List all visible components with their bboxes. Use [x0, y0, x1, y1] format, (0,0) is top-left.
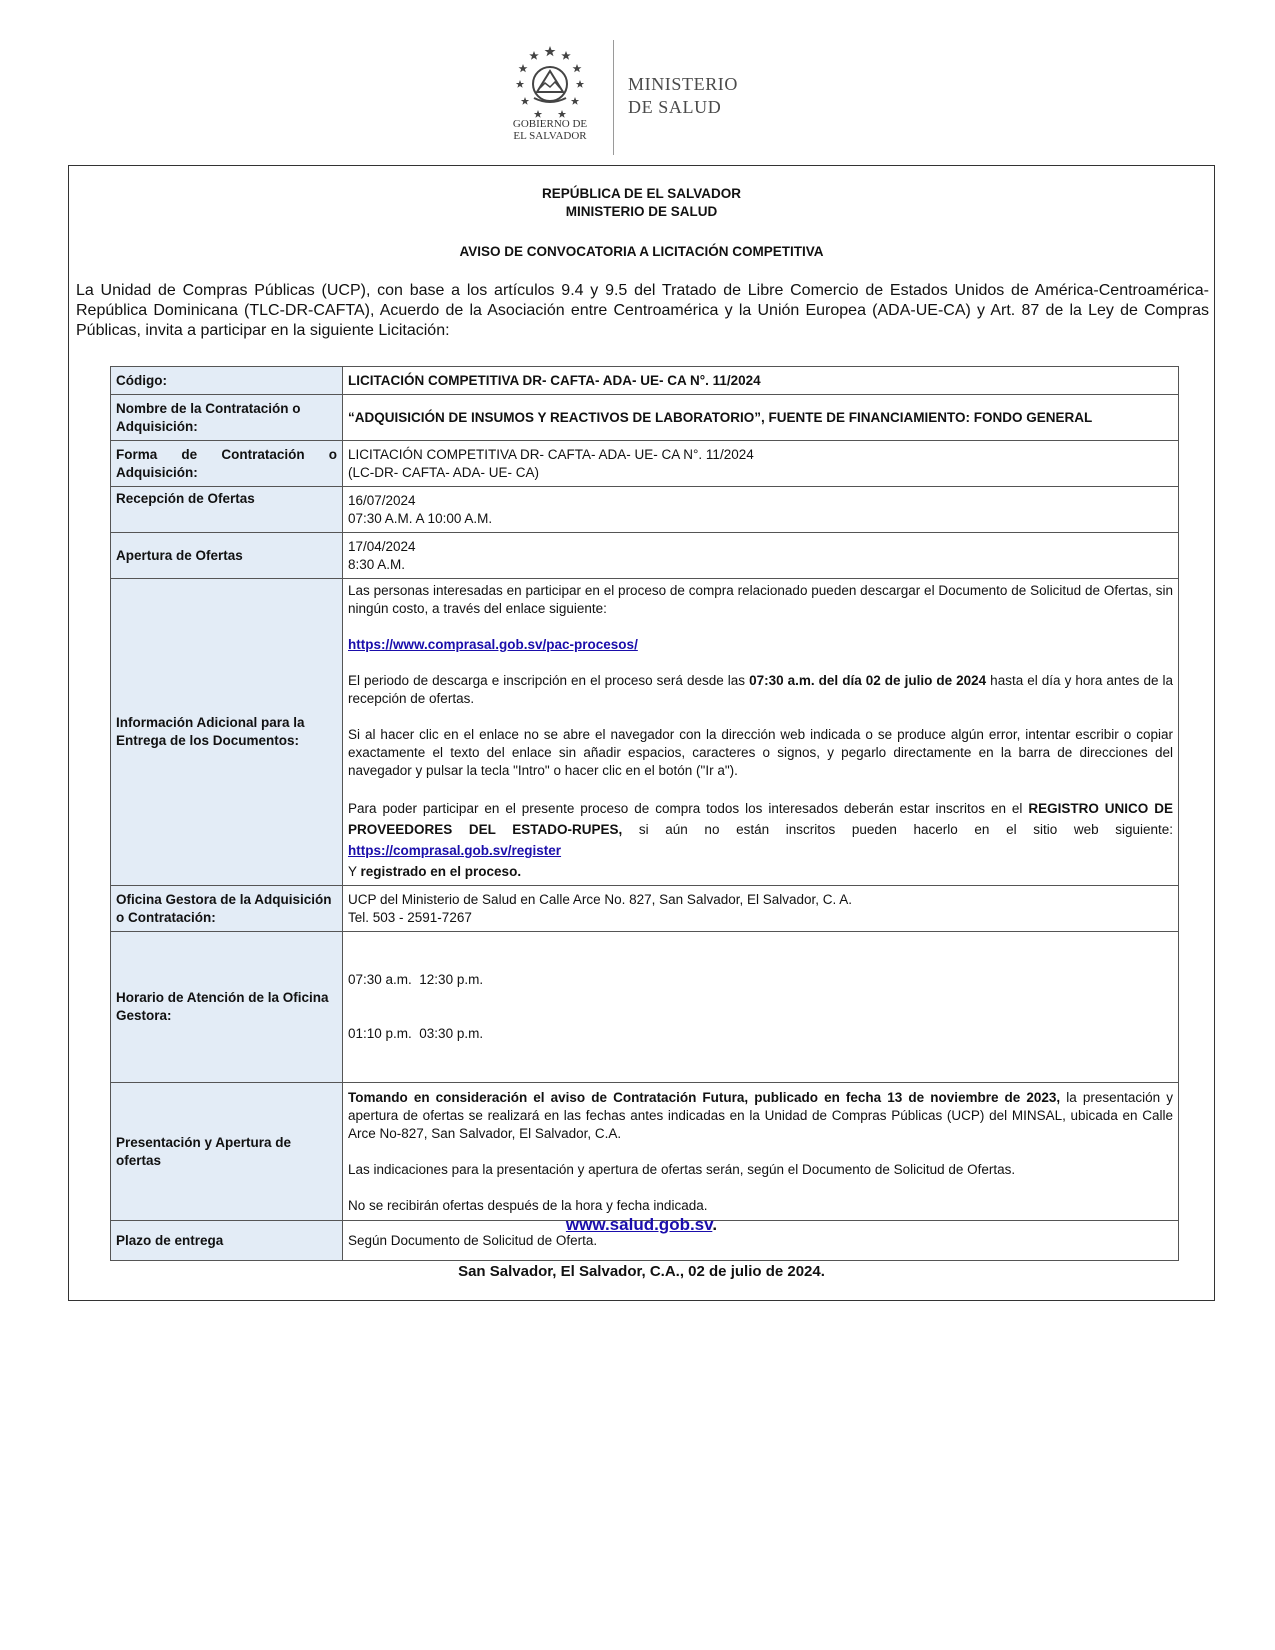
ministry-line1: MINISTERIO	[628, 74, 738, 94]
table-row	[111, 441, 1179, 487]
horario-morning: 07:30 a.m. 12:30 p.m.	[348, 972, 484, 987]
presentacion-p1-text: la presentación y apertura de ofertas se realizará en las fechas antes indicadas en la Unidad de Compras Públicas (UCP) del MINSAL, ubicada en Calle Arce No-827, San Salvador, El Salvador, C.A.	[348, 1089, 1174, 1141]
presentacion-paragraph-2: Las indicaciones para la presentación y apertura de ofertas serán, según el Documento de Solicitud de Ofertas.	[348, 1161, 1016, 1177]
info-p5-text-a: Para poder participar en el presente proceso de compra todos los interesados deberán estar inscritos en el	[348, 801, 1029, 816]
info-p5-registered: registrado en el proceso.	[360, 864, 522, 879]
intro-paragraph: La Unidad de Compras Públicas (UCP), con base a los artículos 9.4 y 9.5 del Tratado de Libre Comercio de Estados Unidos de América-Centroamérica-República Dominicana (TLC-DR-CAFTA), Acuerdo de la Asociación entre Centroamérica y la Unión Europea (ADA-UE-CA) y Art. 87 de la Ley de Compras Públicas, invita a participar en la siguiente Licitación:	[76, 282, 1209, 339]
website-footer	[69, 1215, 1214, 1235]
apertura-date: 17/04/2024	[348, 538, 416, 554]
pac-procesos-link[interactable]: https://www.comprasal.gob.sv/pac-procesos/	[348, 637, 638, 652]
apertura-time: 8:30 A.M.	[348, 556, 406, 572]
country-title: REPÚBLICA DE EL SALVADOR	[541, 186, 741, 201]
plazo-label: Plazo de entrega	[111, 1221, 343, 1261]
info-p3-date: 07:30 a.m. del día 02 de julio de 2024	[749, 673, 987, 688]
forma-label: Forma de Contratación o Adquisición:	[111, 441, 343, 487]
info-p5-rupes: REGISTRO UNICO DE PROVEEDORES DEL ESTADO-RUPES,	[348, 801, 1173, 837]
info-p3-text-a: El periodo de descarga e inscripción en el proceso será desde las	[348, 673, 750, 688]
oficina-value	[343, 886, 1179, 932]
info-paragraph-3	[348, 672, 1173, 708]
ministry-line2: DE SALUD	[628, 97, 722, 117]
codigo-value: LICITACIÓN COMPETITIVA DR- CAFTA- ADA- UE- CA N°. 11/2024	[343, 367, 1179, 395]
info-paragraph-1: Las personas interesadas en participar en el proceso de compra relacionado pueden descargar el Documento de Solicitud de Ofertas, sin ningún costo, a través del enlace siguiente:	[348, 583, 1173, 616]
oficina-label: Oficina Gestora de la Adquisición o Contratación:	[111, 886, 343, 932]
oficina-address: UCP del Ministerio de Salud en Calle Arce No. 827, San Salvador, El Salvador, C. A.	[348, 891, 853, 907]
info-paragraph-5	[348, 798, 1173, 882]
table-row	[111, 932, 1179, 1083]
presentacion-paragraph-1	[348, 1089, 1173, 1143]
table-row	[111, 395, 1179, 441]
nombre-label: Nombre de la Contratación o Adquisición:	[111, 395, 343, 441]
info-p5-text-d: Y	[348, 864, 361, 879]
logo-text-line2: EL SALVADOR	[513, 130, 587, 142]
header-logo	[505, 40, 785, 155]
horario-label: Horario de Atención de la Oficina Gestora:	[111, 932, 343, 1083]
recepcion-value	[343, 487, 1179, 533]
recepcion-label: Recepción de Ofertas	[111, 487, 343, 533]
date-line: San Salvador, El Salvador, C.A., 02 de julio de 2024.	[458, 1263, 825, 1280]
tender-details-table	[110, 366, 1179, 1261]
apertura-value	[343, 533, 1179, 579]
oficina-phone: Tel. 503 - 2591-7267	[348, 909, 472, 925]
ministry-title: MINISTERIO DE SALUD	[565, 204, 718, 219]
presentacion-paragraph-3: No se recibirán ofertas después de la hora y fecha indicada.	[348, 1197, 708, 1213]
recepcion-date: 16/07/2024	[348, 492, 416, 508]
table-row	[111, 1083, 1179, 1221]
table-row	[111, 579, 1179, 886]
horario-value	[343, 932, 1179, 1083]
forma-line2: (LC-DR- CAFTA- ADA- UE- CA)	[348, 464, 539, 480]
forma-line1: LICITACIÓN COMPETITIVA DR- CAFTA- ADA- UE- CA N°. 11/2024	[348, 446, 754, 462]
presentacion-p1-bold: Tomando en consideración el aviso de Contratación Futura, publicado en fecha 13 de noviembre de 2023,	[348, 1089, 1061, 1105]
info-p3-text-c: hasta el día y hora antes de la recepción de ofertas.	[348, 673, 1173, 706]
horario-afternoon: 01:10 p.m. 03:30 p.m.	[348, 1026, 484, 1041]
info-label: Información Adicional para la Entrega de los Documentos:	[111, 579, 343, 886]
table-row	[111, 487, 1179, 533]
notice-title: AVISO DE CONVOCATORIA A LICITACIÓN COMPETITIVA	[459, 244, 824, 259]
register-link[interactable]: https://comprasal.gob.sv/register	[348, 843, 562, 858]
forma-value	[343, 441, 1179, 487]
website-link[interactable]: www.salud.gob.sv	[565, 1215, 713, 1234]
presentacion-label: Presentación y Apertura de ofertas	[111, 1083, 343, 1221]
recepcion-time: 07:30 A.M. A 10:00 A.M.	[348, 510, 493, 526]
info-paragraph-4: Si al hacer clic en el enlace no se abre el navegador con la dirección web indicada o se produce algún error, intentar escribir o copiar exactamente el texto del enlace sin añadir espacios, caracteres o signos, y pegarlo directamente en la barra de direcciones del navegador y pulsar la tecla "Intro" o hacer clic en el botón ("Ir a").	[348, 727, 1173, 778]
website-suffix: .	[712, 1215, 718, 1234]
presentacion-value	[343, 1083, 1179, 1221]
ministry-logo-text	[628, 73, 738, 119]
plazo-value: Según Documento de Solicitud de Oferta.	[343, 1221, 1179, 1261]
government-logo-text	[497, 118, 603, 142]
government-seal-icon	[510, 42, 590, 122]
table-row	[111, 367, 1179, 395]
nombre-value: “ADQUISICIÓN DE INSUMOS Y REACTIVOS DE LABORATORIO”, FUENTE DE FINANCIAMIENTO: FONDO GENERAL	[343, 395, 1179, 441]
table-row	[111, 886, 1179, 932]
codigo-label: Código:	[111, 367, 343, 395]
logo-text-line1: GOBIERNO DE	[512, 118, 588, 130]
logo-divider	[613, 40, 614, 155]
notice-frame	[68, 165, 1215, 1301]
apertura-label: Apertura de Ofertas	[111, 533, 343, 579]
info-p5-text-c: si aún no están inscritos pueden hacerlo en el sitio web siguiente:	[622, 822, 1174, 837]
table-row	[111, 533, 1179, 579]
info-value	[343, 579, 1179, 886]
